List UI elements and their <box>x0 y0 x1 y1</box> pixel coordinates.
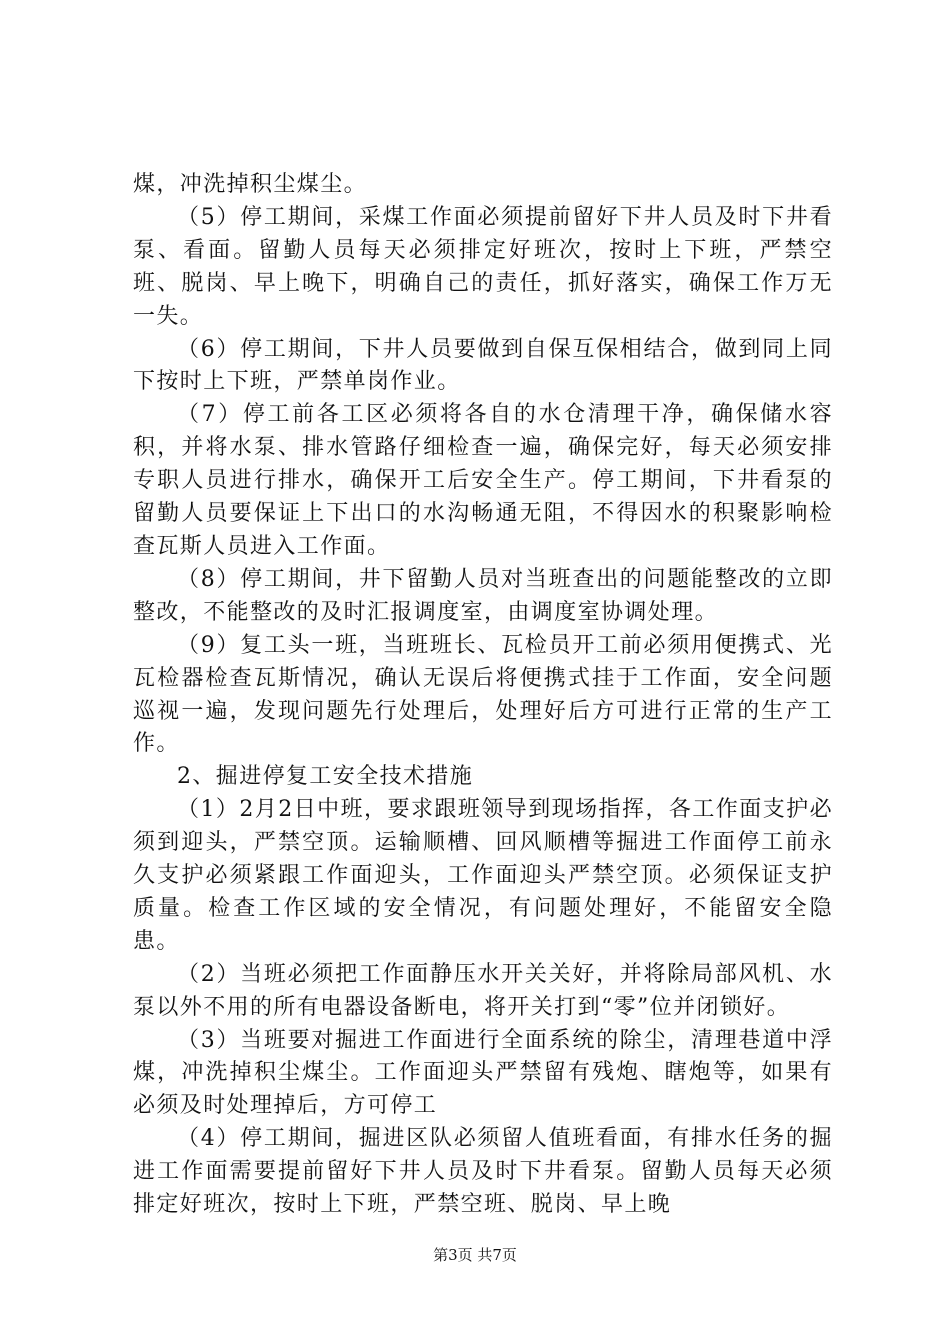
section-heading: 2、掘进停复工安全技术措施 <box>177 764 474 790</box>
paragraph-8: （2）当班必须把工作面静压水开关关好，并将除局部风机、水泵以外不用的所有电器设备断电，将开关打到“零”位并闭锁好。 <box>133 961 833 1020</box>
document-body <box>133 169 833 1222</box>
paragraph-5: （8）停工期间，井下留勤人员对当班查出的问题能整改的立即整改，不能整改的及时汇报调度室，由调度室协调处理。 <box>133 566 833 625</box>
page-number-footer: 第3页 共7页 <box>433 1246 517 1264</box>
paragraph-9: （3）当班要对掘进工作面进行全面系统的除尘，清理巷道中浮煤，冲洗掉积尘煤尘。工作面迎头严禁留有残炮、瞎炮等，如果有必须及时处理掉后，方可停工 <box>133 1027 833 1119</box>
paragraph-1: 煤，冲洗掉积尘煤尘。 <box>133 172 368 197</box>
paragraph-10: （4）停工期间，掘进区队必须留人值班看面，有排水任务的掘进工作面需要提前留好下井人员及时下井看泵。留勤人员每天必须排定好班次，按时上下班，严禁空班、脱岗、早上晚 <box>133 1126 833 1218</box>
paragraph-4: （7）停工前各工区必须将各自的水仓清理干净，确保储水容积，并将水泵、排水管路仔细检查一遍，确保完好，每天必须安排专职人员进行排水，确保开工后安全生产。停工期间，下井看泵的留勤人员要保证上下出口的水沟畅通无阻，不得因水的积聚影响检查瓦斯人员进入工作面。 <box>133 402 833 559</box>
paragraph-6: （9）复工头一班，当班班长、瓦检员开工前必须用便携式、光瓦检器检查瓦斯情况，确认无误后将便携式挂于工作面，安全问题巡视一遍，发现问题先行处理后，处理好后方可进行正常的生产工作。 <box>133 632 833 757</box>
paragraph-7: （1）2月2日中班，要求跟班领导到现场指挥，各工作面支护必须到迎头，严禁空顶。运输顺槽、回风顺槽等掘进工作面停工前永久支护必须紧跟工作面迎头，工作面迎头严禁空顶。必须保证支护质量。检查工作区域的安全情况，有问题处理好，不能留安全隐患。 <box>133 797 833 954</box>
paragraph-2: （5）停工期间，采煤工作面必须提前留好下井人员及时下井看泵、看面。留勤人员每天必须排定好班次，按时上下班，严禁空班、脱岗、早上晚下，明确自己的责任，抓好落实，确保工作万无一失。 <box>133 204 833 329</box>
paragraph-3: （6）停工期间，下井人员要做到自保互保相结合，做到同上同下按时上下班，严禁单岗作业。 <box>133 336 833 395</box>
